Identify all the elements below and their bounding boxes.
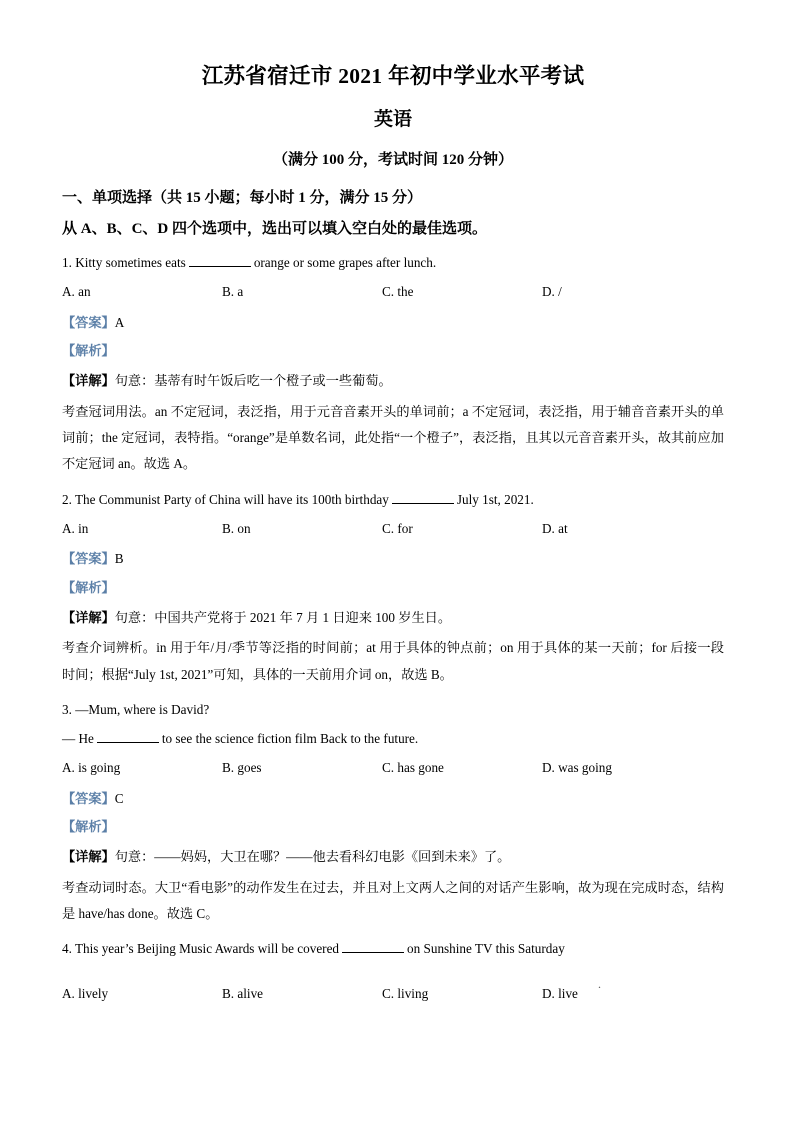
subject-title: 英语 — [373, 109, 412, 131]
question-stem-4 — [62, 939, 724, 968]
question-stem-1-after: orange or some grapes after lunch. — [253, 254, 437, 270]
detail-tag: 【详解】 — [62, 609, 115, 625]
analysis-text-1: 考查冠词用法。an 不定冠词，表泛指，用于元音音素开头的单词前；a 不定冠词，表泛指，用于辅音音素开头的单词前；the 定冠词，表特指。“orange”是单数名词，此处指“一个橙子”，表泛指，且其以元音音素开头，故其前应加不定冠词 an。故选 A。 — [62, 403, 724, 472]
analysis-tag-line-3 — [62, 808, 724, 837]
scan-artifact-dot: . — [598, 977, 601, 991]
analysis-tag: 【解析】 — [62, 343, 115, 359]
option-b[interactable]: B. alive — [222, 986, 264, 1002]
question-stem-4-after: on Sunshine TV this Saturday — [407, 941, 565, 957]
analysis-text-3: 考查动词时态。大卫“看电影”的动作发生在过去，并且对上文两人之间的对话产生影响，故为现在完成时态，结构是 have/has done。故选 C。 — [62, 879, 724, 922]
page-title: 江苏省宿迁市 2021 年初中学业水平考试 — [201, 64, 585, 88]
question-block-1 — [62, 241, 724, 478]
question-stem-4-before: 4. This year’s Beijing Music Awards will be covered — [62, 941, 340, 957]
question-stem-2-before: 2. The Communist Party of China will have its 100th birthday — [62, 491, 389, 507]
question-options-2 — [62, 519, 724, 541]
option-b[interactable]: B. goes — [222, 759, 262, 775]
answer-tag: 【答案】 — [62, 790, 115, 806]
option-d[interactable]: D. at — [542, 520, 568, 536]
question-block-3 — [62, 688, 724, 927]
question-block-2 — [62, 478, 724, 688]
analysis-text-2: 考查介词辨析。in 用于年/月/季节等泛指的时间前；at 用于具体的钟点前；on 用于具体的某一天前；for 后接一段时间；根据“July 1st, 2021”可知，具体的一天前用介词 on，故选 B。 — [62, 640, 724, 682]
option-d[interactable]: D. was going — [542, 759, 612, 775]
option-b[interactable]: B. on — [222, 520, 251, 536]
analysis-tag-line-2 — [62, 569, 724, 598]
answer-value-2: B — [114, 551, 124, 567]
question-block-4 — [62, 927, 724, 1006]
answer-tag: 【答案】 — [62, 314, 115, 330]
detail-line-1 — [62, 361, 724, 391]
question-stem-3-before: — He — [62, 731, 94, 747]
section-instruction: 从 A、B、C、D 四个选项中，选出可以填入空白处的最佳选项。 — [62, 221, 488, 238]
option-a[interactable]: A. in — [62, 520, 89, 536]
option-b[interactable]: B. a — [222, 283, 244, 299]
detail-line-2 — [62, 598, 724, 628]
detail-text-1: 句意：基蒂有时午饭后吃一个橙子或一些葡萄。 — [114, 373, 392, 389]
answer-value-1: A — [114, 314, 125, 330]
option-c[interactable]: C. has gone — [382, 759, 444, 775]
answer-value-3: C — [114, 790, 124, 806]
option-d[interactable]: D. / — [542, 283, 562, 299]
answer-blank — [342, 942, 404, 954]
option-a[interactable]: A. lively — [62, 986, 109, 1002]
answer-line-2 — [62, 540, 724, 569]
detail-tag: 【详解】 — [62, 849, 115, 865]
answer-blank — [392, 492, 454, 504]
question-stem-3-after: to see the science fiction film Back to the future. — [161, 731, 419, 747]
option-c[interactable]: C. for — [382, 520, 413, 536]
question-options-4 — [62, 968, 724, 1006]
question-stem-1-before: 1. Kitty sometimes eats — [62, 254, 186, 270]
detail-tag: 【详解】 — [62, 373, 115, 389]
option-c[interactable]: C. living — [382, 986, 429, 1002]
analysis-tag-line-1 — [62, 332, 724, 361]
option-c[interactable]: C. the — [382, 283, 414, 299]
section-heading: 一、单项选择（共 15 小题；每小时 1 分，满分 15 分） — [62, 189, 423, 206]
question-options-3 — [62, 758, 724, 780]
option-d[interactable]: D. live — [542, 986, 578, 1002]
analysis-tag: 【解析】 — [62, 580, 115, 596]
analysis-tag: 【解析】 — [62, 819, 115, 835]
question-stem-1 — [62, 253, 724, 282]
detail-line-3 — [62, 837, 724, 867]
answer-blank — [189, 255, 251, 267]
exam-meta: （满分 100 分，考试时间 120 分钟） — [272, 151, 513, 168]
option-a[interactable]: A. an — [62, 283, 91, 299]
question-stem-3-line2 — [62, 729, 724, 758]
detail-text-2: 句意：中国共产党将于 2021 年 7 月 1 日迎来 100 岁生日。 — [114, 609, 452, 625]
question-options-1 — [62, 282, 724, 304]
answer-line-1 — [62, 304, 724, 333]
question-stem-3-line1: 3. —Mum, where is David? — [62, 702, 210, 718]
answer-blank — [97, 731, 159, 743]
detail-text-3: 句意：——妈妈，大卫在哪？——他去看科幻电影《回到未来》了。 — [114, 849, 511, 865]
answer-tag: 【答案】 — [62, 551, 115, 567]
question-stem-2 — [62, 490, 724, 519]
document-content — [62, 0, 724, 1006]
answer-line-3 — [62, 780, 724, 809]
question-stem-2-after: July 1st, 2021. — [456, 491, 534, 507]
option-a[interactable]: A. is going — [62, 759, 121, 775]
